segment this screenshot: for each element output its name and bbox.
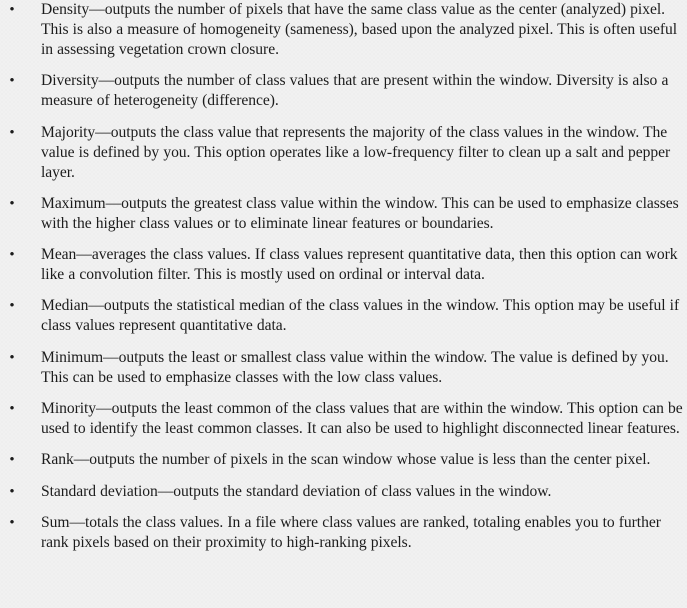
bullet-icon: • (9, 484, 15, 500)
list-item-rank (7, 450, 687, 470)
bullet-icon: • (9, 350, 15, 366)
bullet-icon: • (9, 452, 15, 468)
item-text: Majority—outputs the class value that represents the majority of the class values in the window. The value is defined by you. This option operates like a low-frequency filter to clean up a salt and pepper layer. (41, 124, 671, 181)
neighborhood-function-list (7, 0, 687, 553)
item-text: Median—outputs the statistical median of the class values in the window. This option may be useful if class values represent quantitative data. (41, 297, 680, 334)
bullet-icon: • (9, 73, 15, 89)
item-text: Mean—averages the class values. If class values represent quantitative data, then this option can work like a convolution filter. This is mostly used on ordinal or interval data. (41, 246, 678, 283)
bullet-icon: • (9, 247, 15, 263)
bullet-icon: • (9, 196, 15, 212)
list-item-sum (7, 513, 687, 553)
item-text: Standard deviation—outputs the standard deviation of class values in the window. (41, 483, 552, 500)
item-text: Minority—outputs the least common of the class values that are within the window. This option can be used to identify the least common classes. It can also be used to highlight disconnected linear features. (41, 400, 683, 437)
list-item-mean (7, 245, 687, 285)
bullet-icon: • (9, 125, 15, 141)
list-item-minimum (7, 348, 687, 388)
item-text: Rank—outputs the number of pixels in the scan window whose value is less than the center pixel. (41, 451, 651, 468)
bullet-icon: • (9, 2, 15, 18)
item-text: Diversity—outputs the number of class values that are present within the window. Diversity is also a measure of heterogeneity (difference). (41, 72, 669, 109)
list-item-density (7, 0, 687, 60)
item-text: Sum—totals the class values. In a file where class values are ranked, totaling enables you to further rank pixels based on their proximity to high-ranking pixels. (41, 514, 661, 551)
bullet-icon: • (9, 401, 15, 417)
item-text: Density—outputs the number of pixels that have the same class value as the center (analyzed) pixel. This is also a measure of homogeneity (sameness), based upon the analyzed pixel. This is often useful in assessing vegetation crown closure. (41, 1, 678, 58)
list-item-diversity (7, 71, 687, 111)
list-item-majority (7, 123, 687, 183)
item-text: Maximum—outputs the greatest class value within the window. This can be used to emphasize classes with the higher class values or to eliminate linear features or boundaries. (41, 195, 679, 232)
list-item-median (7, 296, 687, 336)
list-item-standard-deviation (7, 482, 687, 502)
bullet-icon: • (9, 515, 15, 531)
list-item-minority (7, 399, 687, 439)
bullet-icon: • (9, 298, 15, 314)
list-item-maximum (7, 194, 687, 234)
item-text: Minimum—outputs the least or smallest class value within the window. The value is defined by you. This can be used to emphasize classes with the low class values. (41, 349, 669, 386)
